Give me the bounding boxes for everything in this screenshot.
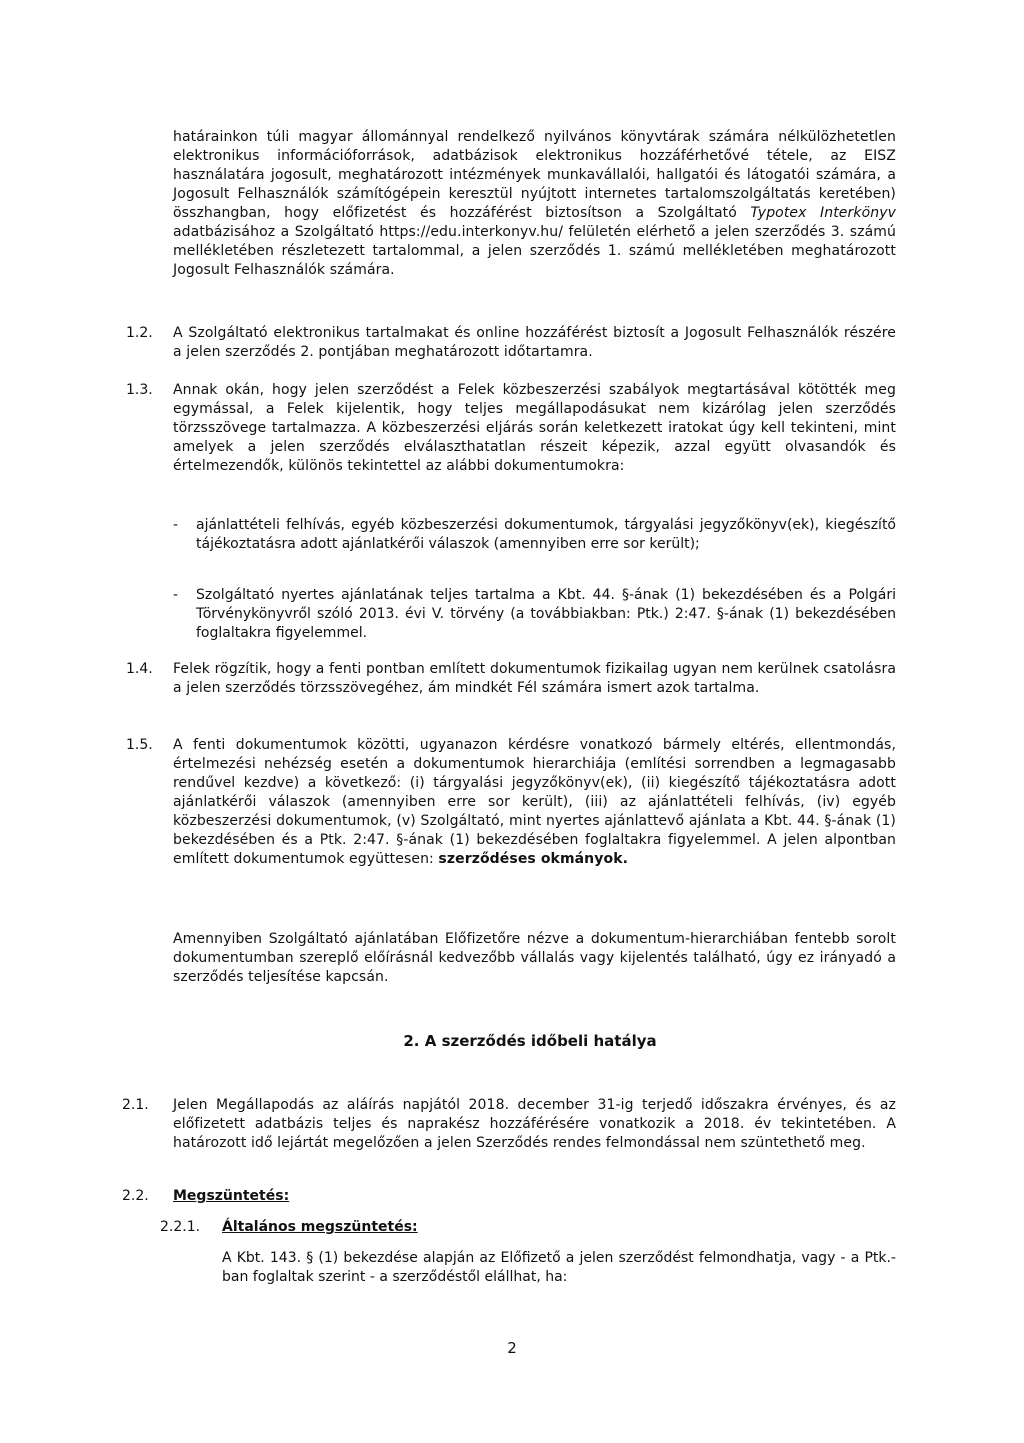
section-number-1-2: 1.2. [126, 325, 153, 341]
bullet-dash-2: - [173, 587, 179, 603]
section-number-2-2-1: 2.2.1. [160, 1219, 201, 1235]
bullet-item-1: ajánlattételi felhívás, egyéb közbeszerzési dokumentumok, tárgyalási jegyzőkönyv(ek), kiegészítő tájékoztatásra adott ajánlatkérői válaszok (amennyiben erre sor került); [196, 517, 896, 552]
section-1-5-bold-term: szerződéses okmányok. [438, 851, 629, 867]
section-number-1-5: 1.5. [126, 737, 153, 753]
section-1-4-text: Felek rögzítik, hogy a fenti pontban említett dokumentumok fizikailag ugyan nem kerülnek csatolásra a jelen szerződés törzsszövegéhez, ám mindkét Fél számára ismert azok tartalma. [173, 661, 896, 696]
section-2-1-text: Jelen Megállapodás az aláírás napjától 2018. december 31-ig terjedő időszakra érvényes, és az előfizetett adatbázis teljes és naprakész hozzáférésére vonatkozik a 2018. év tekintetében. A határozott idő lejártát megelőzően a jelen Szerződés rendes felmondással nem szüntethető meg. [173, 1097, 896, 1151]
intro-text-2: adatbázisához a Szolgáltató https://edu.interkonyv.hu/ felületén elérhető a jelen szerződés 3. számú mellékletében részletezett tartalommal, a jelen szerződés 1. számú mellékletében meghatározott Jogosult Felhasználók számára. [173, 224, 896, 278]
page-number: 2 [507, 1339, 517, 1357]
section-number-2-1: 2.1. [122, 1097, 149, 1113]
section-1-5-text [173, 736, 896, 869]
intro-italic-title: Typotex Interkönyv [750, 205, 896, 221]
section-2-2-title: Megszüntetés: [173, 1188, 290, 1204]
bullet-item-2: Szolgáltató nyertes ajánlatának teljes tartalma a Kbt. 44. §-ának (1) bekezdésében és a Polgári Törvénykönyvről szóló 2013. évi V. törvény (a továbbiakban: Ptk.) 2:47. §-ának (1) bekezdésében foglaltakra figyelemmel. [196, 587, 896, 641]
section-1-3-text: Annak okán, hogy jelen szerződést a Felek közbeszerzési szabályok megtartásával kötötték meg egymással, a Felek kijelentik, hogy teljes megállapodásukat nem kizárólag jelen szerződés törzsszövege tartalmazza. A közbeszerzési eljárás során keletkezett iratokat úgy kell tekinteni, mint amelyek a jelen szerződés elválaszthatatlan részeit képezik, azzal együtt olvasandók és értelmezendők, különös tekintettel az alábbi dokumentumokra: [173, 382, 896, 474]
section-2-2-1-title: Általános megszüntetés: [222, 1219, 418, 1235]
intro-paragraph [173, 128, 896, 280]
section-1-5-body: A fenti dokumentumok közötti, ugyanazon kérdésre vonatkozó bármely eltérés, ellentmondás, értelmezési nehézség esetén a dokumentumok hierarchiája (említési sorrendben a legmagasabb rendűvel kezdve) a következő: (i) tárgyalási jegyzőkönyv(ek), (ii) kiegészítő tájékoztatásra adott ajánlatkérői válaszok (amennyiben erre sor került), (iii) az ajánlattételi felhívás, (iv) egyéb közbeszerzési dokumentumok, (v) Szolgáltató, mint nyertes ajánlattevő ajánlata a Kbt. 44. §-ának (1) bekezdésében és a Ptk. 2:47. §-ának (1) bekezdésében foglaltakra figyelemmel. A jelen alpontban említett dokumentumok együttesen: [173, 737, 896, 867]
section-number-2-2: 2.2. [122, 1188, 149, 1204]
section-number-1-4: 1.4. [126, 661, 153, 677]
section-1-5-paragraph-2: Amennyiben Szolgáltató ajánlatában Előfizetőre nézve a dokumentum-hierarchiában fentebb sorolt dokumentumban szereplő előírásnál kedvezőbb vállalás vagy kijelentés található, úgy ez irányadó a szerződés teljesítése kapcsán. [173, 931, 896, 985]
section-number-1-3: 1.3. [126, 382, 153, 398]
bullet-dash-1: - [173, 517, 179, 533]
intro-text-1: határainkon túli magyar állománnyal rendelkező nyilvános könyvtárak számára nélkülözhetetlen elektronikus információforrások, adatbázisok elektronikus hozzáférhetővé tétele, az EISZ használatára jogosult, meghatározott intézmények munkavállalói, hallgatói és látogatói számára, a Jogosult Felhasználók számítógépein keresztül nyújtott internetes tartalomszolgáltatás keretében) összhangban, hogy előfizetést és hozzáférést biztosítson a Szolgáltató [173, 129, 896, 221]
section-1-2-text: A Szolgáltató elektronikus tartalmakat és online hozzáférést biztosít a Jogosult Felhasználók részére a jelen szerződés 2. pontjában meghatározott időtartamra. [173, 325, 896, 360]
section-heading-2 [0, 1032, 1024, 1051]
section-heading-2-text: 2. A szerződés időbeli hatálya [403, 1032, 657, 1050]
section-2-2-1-text: A Kbt. 143. § (1) bekezdése alapján az Előfizető a jelen szerződést felmondhatja, vagy - a Ptk.-ban foglaltak szerint - a szerződéstől elállhat, ha: [222, 1250, 896, 1285]
